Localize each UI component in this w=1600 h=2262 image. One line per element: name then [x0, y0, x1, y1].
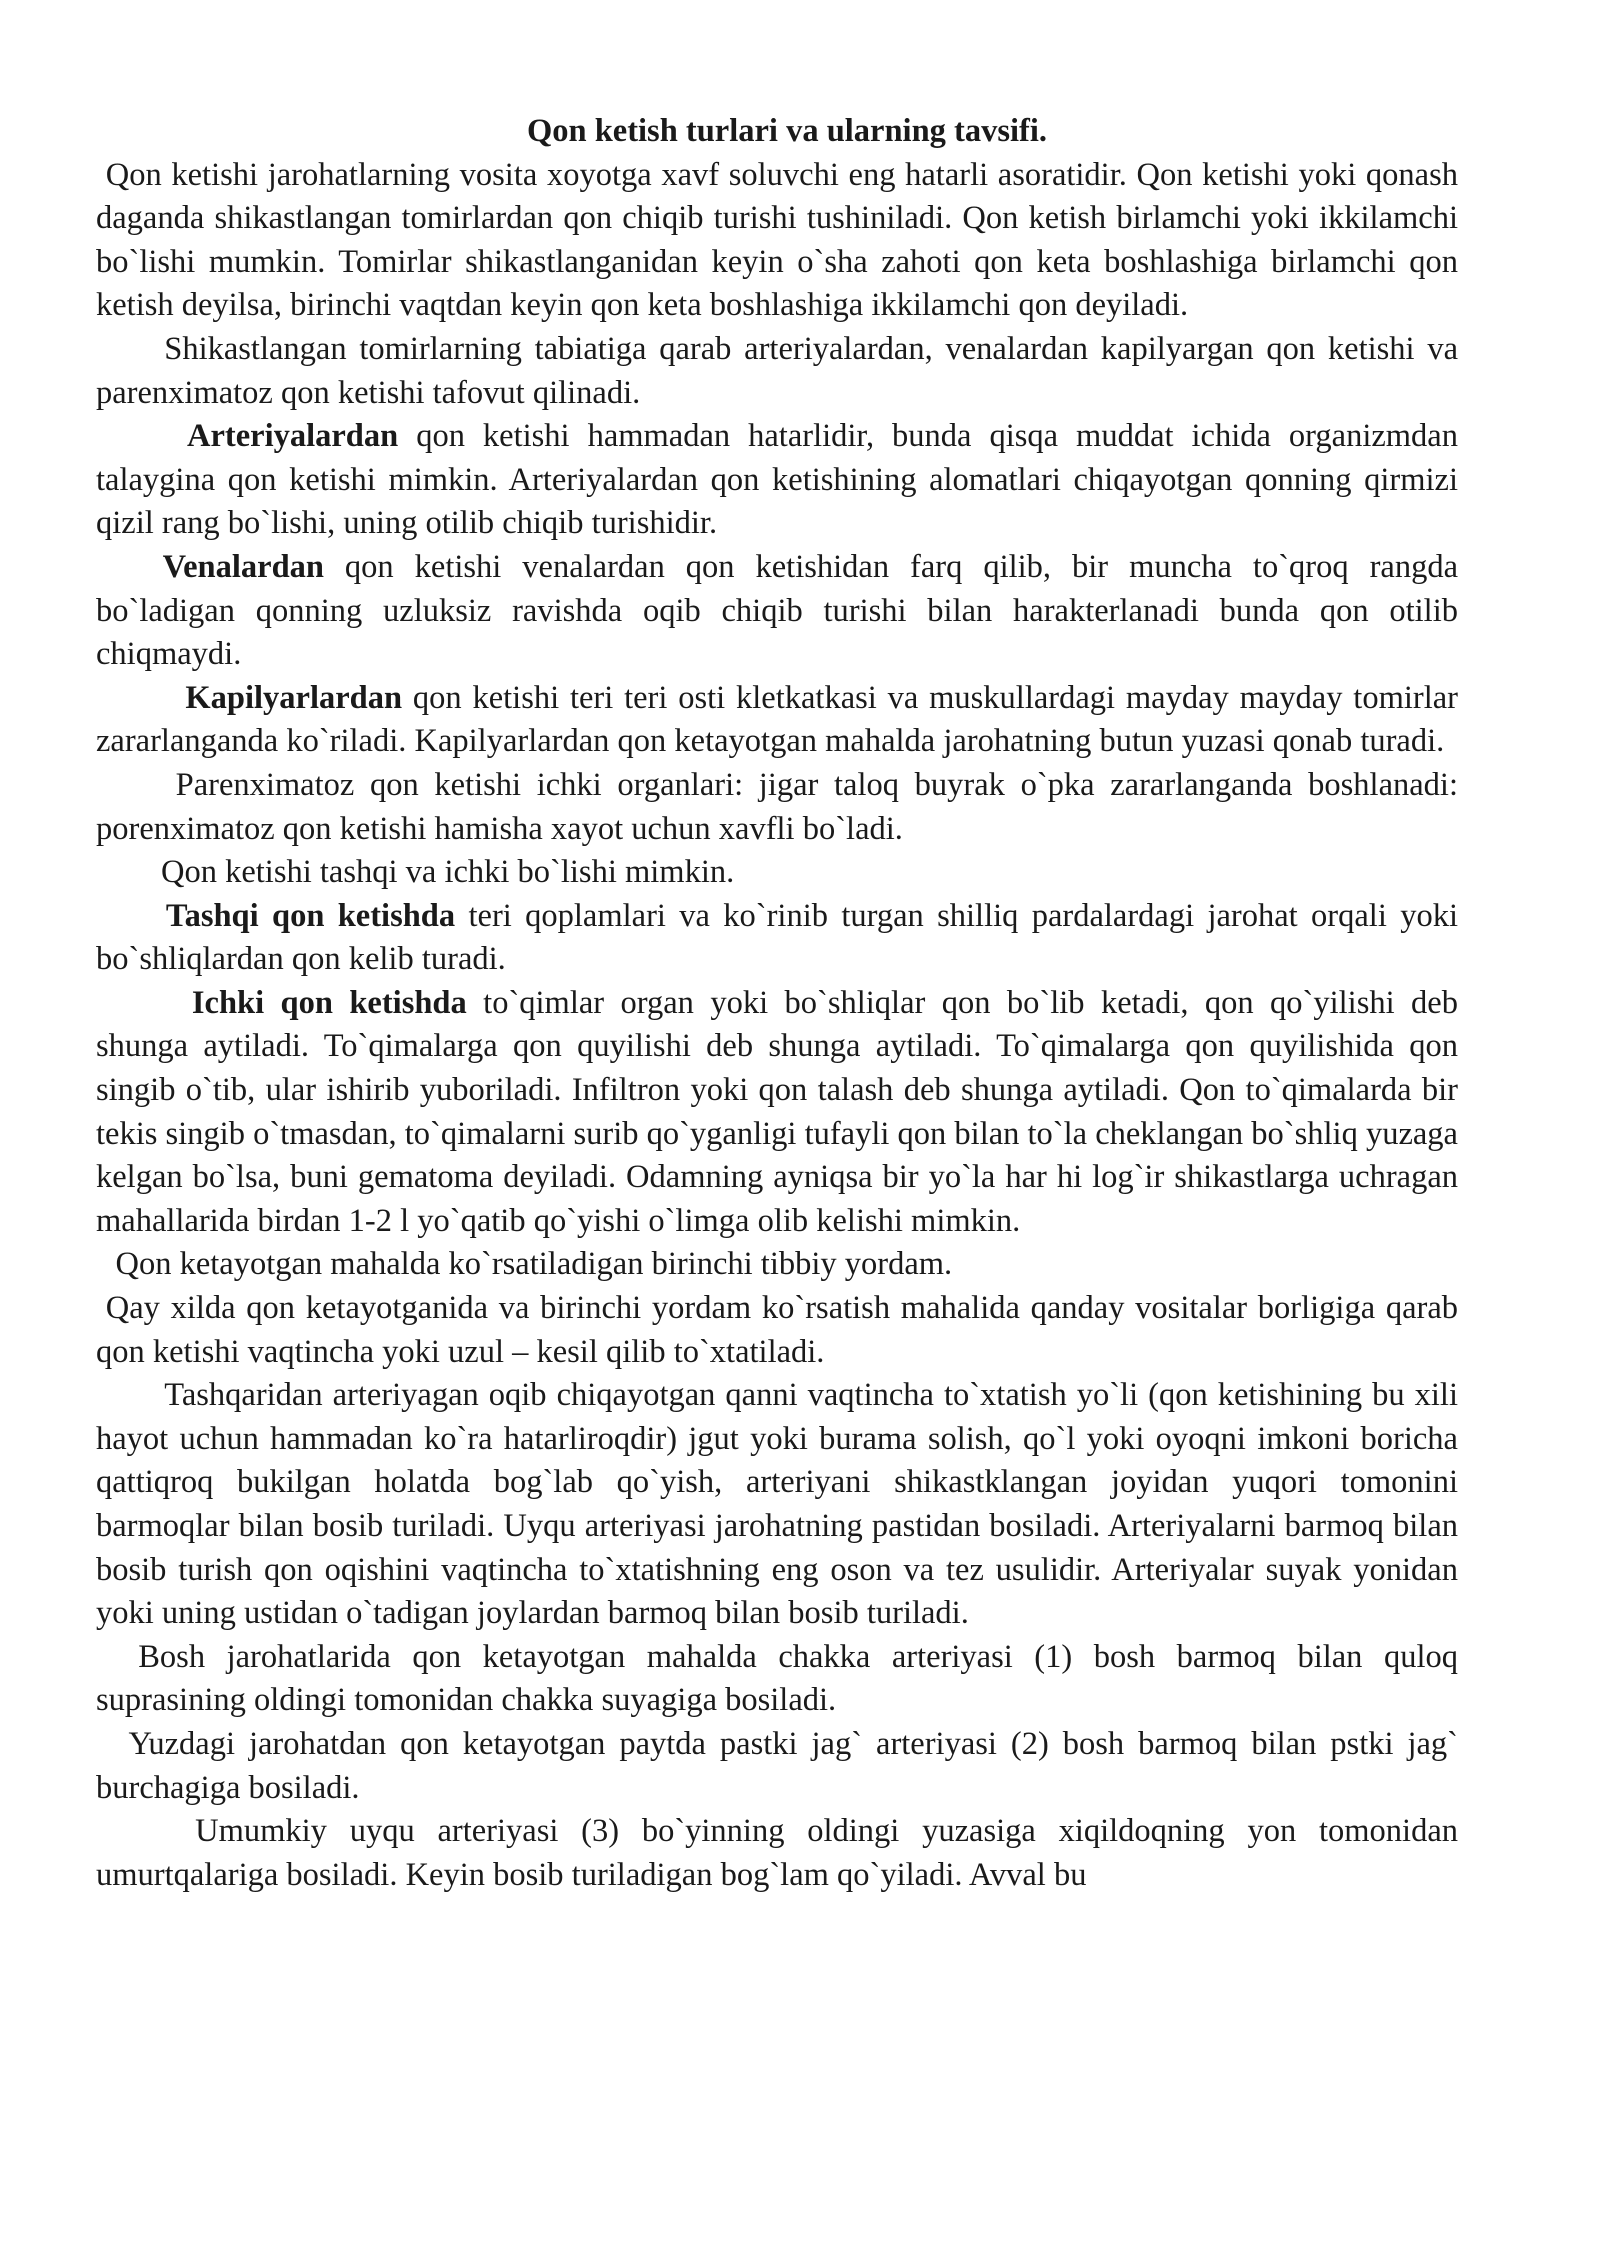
paragraph-text: qon ketishi venalardan qon ketishidan farq qilib, bir muncha to`qroq rangda bo`ladigan qonning uzluksiz ravishda oqib chiqib turishi bilan harakterlanadi bunda qon otilib chiqmaydi.	[96, 548, 1458, 673]
paragraph-carotid	[96, 1810, 1458, 1897]
paragraph-vessel-types	[96, 328, 1458, 415]
paragraph-lead: Venalardan	[162, 548, 324, 585]
paragraph-text: teri qoplamlari va ko`rinib turgan shilliq pardalardagi jarohat orqali yoki bo`shliqlardan qon kelib turadi.	[96, 897, 1458, 978]
paragraph-lead: Arteriyalardan	[187, 418, 399, 455]
paragraph-text: Qay xilda qon ketayotganida va birinchi yordam ko`rsatish mahalida qanday vositalar borligiga qarab qon ketishi vaqtincha yoki uzul – kesil qilib to`xtatiladi.	[96, 1290, 1458, 1370]
paragraph-lead: Kapilyarlardan	[185, 679, 403, 716]
paragraph-text: Umumkiy uyqu arteriyasi (3) bo`yinning oldingi yuzasiga xiqildoqning yon tomonidan umurtqalariga bosiladi. Keyin bosib turiladigan bog`lam qo`yiladi. Avval bu	[96, 1813, 1458, 1893]
paragraph-text: qon ketishi hammadan hatarlidir, bunda qisqa muddat ichida organizmdan talaygina qon ketishi mimkin. Arteriyalardan qon ketishining alomatlari chiqayotgan qonning qirmizi qizil rang bo`lishi, uning otilib chiqib turishidir.	[96, 418, 1458, 542]
paragraph-text: Shikastlangan tomirlarning tabiatiga qarab arteriyalardan, venalardan kapilyargan qon ketishi va parenximatoz qon ketishi tafovut qilinadi.	[96, 330, 1458, 411]
paragraph-text: Parenximatoz qon ketishi ichki organlari: jigar taloq buyrak o`pka zararlanganda boshlanadi: porenximatoz qon ketishi hamisha xayot uchun xavfli bo`ladi.	[96, 766, 1458, 847]
paragraph-text: Qon ketayotgan mahalda ko`rsatiladigan birinchi tibbiy yordam.	[115, 1246, 953, 1283]
document-page	[96, 110, 1458, 1897]
paragraph-text: Tashqaridan arteriyagan oqib chiqayotgan qanni vaqtincha to`xtatish yo`li (qon ketishining bu xili hayot uchun hammadan ko`ra hatarliroqdir) jgut yoki burama solish, qo`l yoki oyoqni imkoni boricha qattiqroq bukilgan holatda bog`lab qo`yish, arteriyani shikastklangan joyidan yuqori tomonini barmoqlar bilan bosib turiladi. Uyqu arteriyasi jarohatning pastidan bosiladi. Arteriyalarni barmoq bilan bosib turish qon oqishini vaqtincha to`xtatishning eng oson va tez usulidir. Arteriyalar suyak yonidan yoki uning ustidan o`tadigan joylardan barmoq bilan bosib turiladi.	[96, 1377, 1458, 1632]
paragraph-text: Qon ketishi jarohatlarning vosita xoyotga xavf soluvchi eng hatarli asoratidir. Qon ketishi yoki qonash daganda shikastlangan tomirlardan qon chiqib turishi tushiniladi. Qon ketish birlamchi yoki ikkilamchi bo`lishi mumkin. Tomirlar shikastlanganidan keyin o`sha zahoti qon keta boshlashiga birlamchi qon ketish deyilsa, birinchi vaqtdan keyin qon keta boshlashiga ikkilamchi qon deyiladi.	[96, 156, 1458, 324]
paragraph-venous	[96, 546, 1458, 677]
paragraph-intro	[96, 154, 1458, 328]
paragraph-text: to`qimlar organ yoki bo`shliqlar qon bo`lib ketadi, qon qo`yilishi deb shunga aytiladi. To`qimalarga qon quyilishi deb shunga aytiladi. To`qimalarga qon quyilishida qon singib o`tib, ular ishirib yuboriladi. Infiltron yoki qon talash deb shunga aytiladi. Qon to`qimalarda bir tekis singib o`tmasdan, to`qimalarni surib qo`yganligi tufayli qon bilan to`la cheklangan bo`shliq yuzaga kelgan bo`lsa, buni gematoma deyiladi. Odamning ayniqsa bir yo`la har hi log`ir shikastlarga uchragan mahallarida birdan 1-2 l yo`qatib qo`yishi o`limga olib kelishi mimkin.	[96, 984, 1458, 1239]
paragraph-lead: Ichki qon ketishda	[191, 984, 467, 1021]
paragraph-text: Bosh jarohatlarida qon ketayotgan mahalda chakka arteriyasi (1) bosh barmoq bilan quloq suprasining oldingi tomonidan chakka suyagiga bosiladi.	[96, 1638, 1458, 1719]
paragraph-text: qon ketishi teri teri osti kletkatkasi va muskullardagi mayday mayday tomirlar zararlanganda ko`riladi. Kapilyarlardan qon ketayotgan mahalda jarohatning butun yuzasi qonab turadi.	[96, 679, 1458, 760]
document-title: Qon ketish turlari va ularning tavsifi.	[526, 113, 1048, 149]
paragraph-head-wounds	[96, 1636, 1458, 1723]
paragraph-stopping	[96, 1287, 1458, 1374]
paragraph-external	[96, 895, 1458, 982]
paragraph-external-internal	[96, 851, 1458, 895]
paragraph-face-wounds	[96, 1723, 1458, 1810]
paragraph-lead: Tashqi qon ketishda	[165, 897, 456, 934]
paragraph-capillary	[96, 677, 1458, 764]
paragraph-first-aid-heading	[96, 1243, 1458, 1287]
paragraph-arterial	[96, 415, 1458, 546]
paragraph-arterial-pressure	[96, 1374, 1458, 1636]
paragraph-parenchymal	[96, 764, 1458, 851]
paragraph-internal	[96, 982, 1458, 1244]
paragraph-text: Qon ketishi tashqi va ichki bo`lishi mimkin.	[161, 854, 735, 891]
paragraph-text: Yuzdagi jarohatdan qon ketayotgan paytda pastki jag` arteriyasi (2) bosh barmoq bilan pstki jag` burchagiga bosiladi.	[96, 1725, 1458, 1806]
